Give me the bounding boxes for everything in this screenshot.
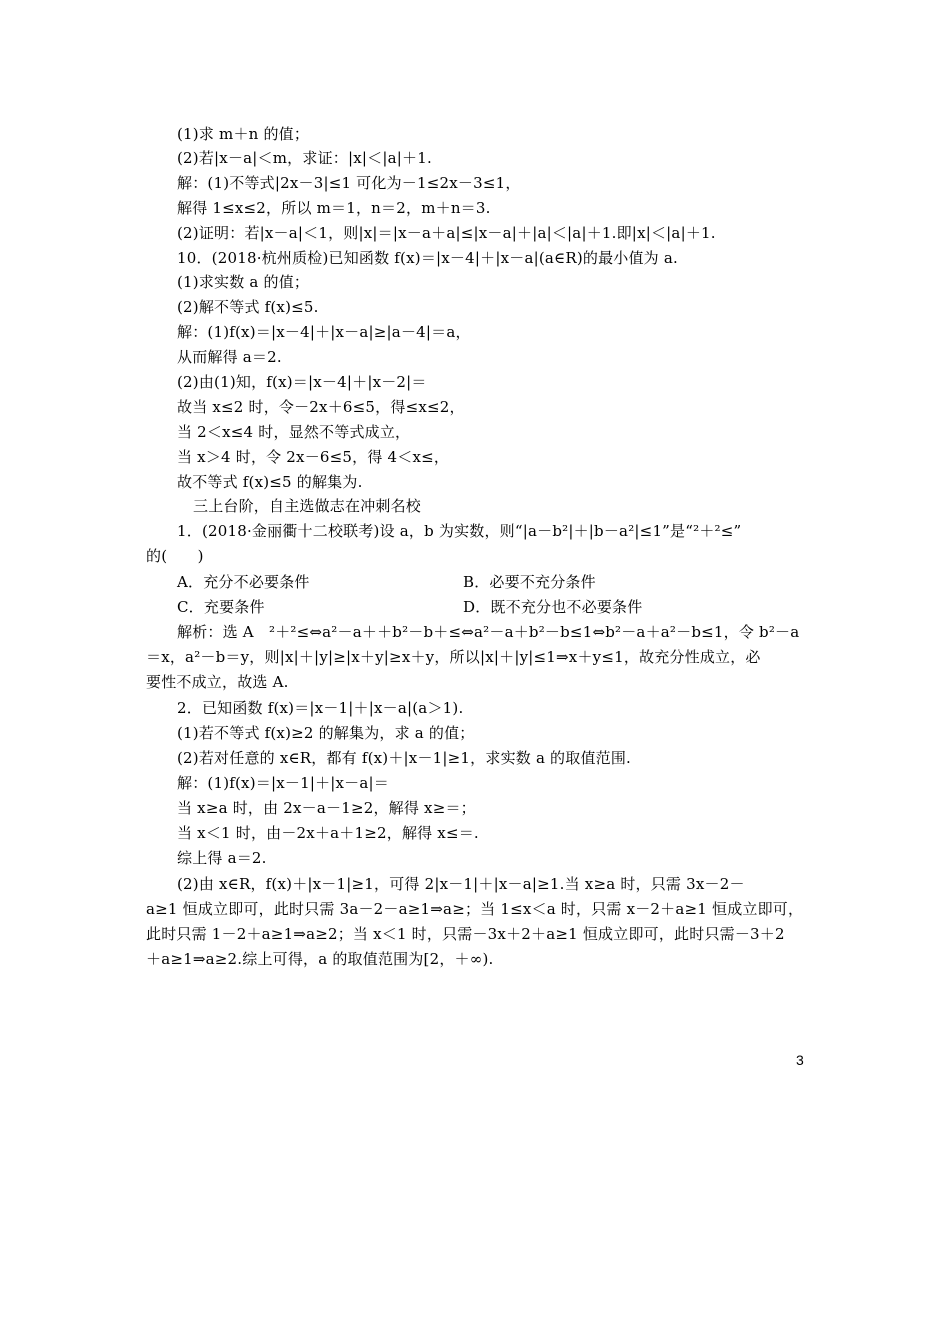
- text-line: 解得 1≤x≤2，所以 m＝1，n＝2，m＋n＝3.: [177, 199, 491, 217]
- text-line: 解：(1)f(x)＝|x－4|＋|x－a|≥|a－4|＝a，: [177, 323, 471, 341]
- text-line: 解：(1)f(x)＝|x－1|＋|x－a|＝: [177, 774, 389, 792]
- text-line: 10．(2018·杭州质检)已知函数 f(x)＝|x－4|＋|x－a|(a∈R)的最小值为 a.: [177, 249, 678, 267]
- text-line: (1)求实数 a 的值；: [177, 273, 310, 291]
- option-c: C．充要条件: [177, 598, 265, 616]
- page-number: 3: [796, 1052, 804, 1068]
- text-line: 当 x≥a 时，由 2x－a－1≥2，解得 x≥＝；: [177, 799, 476, 817]
- text-line: (2)若|x－a|＜m，求证：|x|＜|a|＋1.: [177, 149, 432, 167]
- text-line: ＋a≥1⇒a≥2.综上可得，a 的取值范围为[2，＋∞).: [146, 950, 494, 968]
- text-line: (1)若不等式 f(x)≥2 的解集为，求 a 的值；: [177, 724, 475, 742]
- text-line: (1)求 m＋n 的值；: [177, 125, 310, 143]
- section-heading: 三上台阶，自主选做志在冲刺名校: [193, 497, 422, 515]
- text-line: 当 x＞4 时，令 2x－6≤5，得 4＜x≤，: [177, 448, 450, 466]
- text-line: 当 x＜1 时，由－2x＋a＋1≥2，解得 x≤＝.: [177, 824, 479, 842]
- option-d: D．既不充分也不必要条件: [463, 598, 643, 616]
- text-line: (2)由(1)知，f(x)＝|x－4|＋|x－2|＝: [177, 373, 427, 391]
- text-line: 要性不成立，故选 A.: [146, 673, 289, 691]
- text-line: (2)证明：若|x－a|＜1，则|x|＝|x－a＋a|≤|x－a|＋|a|＜|a|＋1.即|x|＜|a|＋1.: [177, 224, 716, 242]
- text-line: 从而解得 a＝2.: [177, 348, 282, 366]
- text-line: a≥1 恒成立即可，此时只需 3a－2－a≥1⇒a≥；当 1≤x＜a 时，只需 x－2＋a≥1 恒成立即可，: [146, 900, 804, 918]
- text-line: 综上得 a＝2.: [177, 849, 267, 867]
- text-line: (2)若对任意的 x∈R，都有 f(x)＋|x－1|≥1，求实数 a 的取值范围.: [177, 749, 632, 767]
- text-line: 解：(1)不等式|2x－3|≤1 可化为－1≤2x－3≤1，: [177, 174, 521, 192]
- option-b: B．必要不充分条件: [463, 573, 596, 591]
- text-line: 解析：选 A ²＋²≤⇔a²－a＋＋b²－b＋≤⇔a²－a＋b²－b≤1⇔b²－a＋a²－b≤1，令 b²－a: [177, 623, 800, 641]
- text-line: 故当 x≤2 时，令－2x＋6≤5，得≤x≤2，: [177, 398, 465, 416]
- text-line: (2)解不等式 f(x)≤5.: [177, 298, 319, 316]
- text-line: (2)由 x∈R，f(x)＋|x－1|≥1，可得 2|x－1|＋|x－a|≥1.当 x≥a 时，只需 3x－2－: [177, 875, 745, 893]
- option-a: A．充分不必要条件: [177, 573, 310, 591]
- text-line: 的( ): [146, 547, 204, 565]
- text-line: 1．(2018·金丽衢十二校联考)设 a，b 为实数，则“|a－b²|＋|b－a²|≤1”是“²＋²≤”: [177, 522, 742, 540]
- text-line: 故不等式 f(x)≤5 的解集为.: [177, 473, 363, 491]
- text-line: 2．已知函数 f(x)＝|x－1|＋|x－a|(a＞1).: [177, 699, 464, 717]
- text-line: 当 2＜x≤4 时，显然不等式成立，: [177, 423, 411, 441]
- text-line: 此时只需 1－2＋a≥1⇒a≥2；当 x＜1 时，只需－3x＋2＋a≥1 恒成立即可，此时只需－3＋2: [146, 925, 785, 943]
- text-line: ＝x，a²－b＝y，则|x|＋|y|≥|x＋y|≥x＋y，所以|x|＋|y|≤1⇒x＋y≤1，故充分性成立，必: [146, 648, 761, 666]
